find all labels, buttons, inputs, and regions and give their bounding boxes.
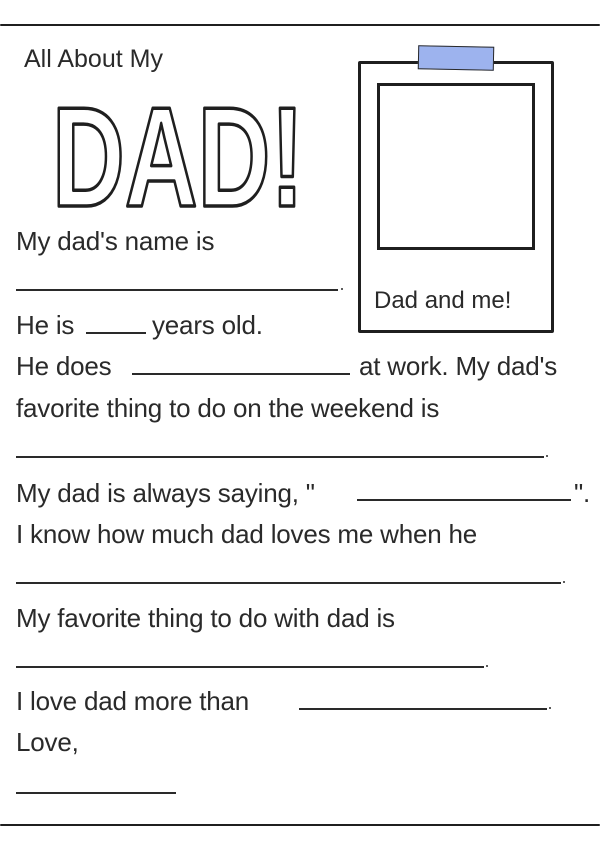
period-dot [563, 581, 565, 583]
tape-strip [418, 45, 494, 71]
prompt-age-before: He is [16, 310, 75, 340]
blank-favorite[interactable] [16, 666, 484, 668]
blank-saying[interactable] [357, 499, 571, 501]
prompt-work-after: at work. My dad's [359, 351, 558, 381]
period-dot [546, 455, 548, 457]
bottom-border-line [0, 824, 600, 826]
prompt-loves: I know how much dad loves me when he [16, 519, 478, 549]
blank-work[interactable] [132, 373, 350, 375]
blank-signature[interactable] [16, 792, 176, 794]
blank-weekend[interactable] [16, 456, 544, 458]
photo-placeholder[interactable] [377, 83, 535, 250]
blank-age[interactable] [86, 332, 146, 334]
photo-caption: Dad and me! [374, 287, 512, 314]
prompt-saying-before: My dad is always saying, " [16, 478, 315, 508]
closing-text: Love, [16, 727, 79, 757]
prompt-work-before: He does [16, 351, 112, 381]
page-subtitle: All About My [24, 45, 163, 73]
blank-name[interactable] [16, 289, 338, 291]
blank-loves[interactable] [16, 582, 561, 584]
prompt-age-after: years old. [152, 310, 263, 340]
page-title [50, 88, 320, 218]
prompt-love-more: I love dad more than [16, 686, 250, 716]
prompt-name: My dad's name is [16, 226, 215, 256]
prompt-weekend: favorite thing to do on the weekend is [16, 393, 440, 423]
period-dot [486, 665, 488, 667]
prompt-saying-after: ". [574, 478, 591, 508]
blank-love-more[interactable] [299, 708, 547, 710]
period-dot [549, 707, 551, 709]
top-border-line [0, 24, 600, 26]
period-dot [341, 288, 343, 290]
prompt-favorite: My favorite thing to do with dad is [16, 603, 395, 633]
page-title-text: DAD! [52, 88, 304, 218]
